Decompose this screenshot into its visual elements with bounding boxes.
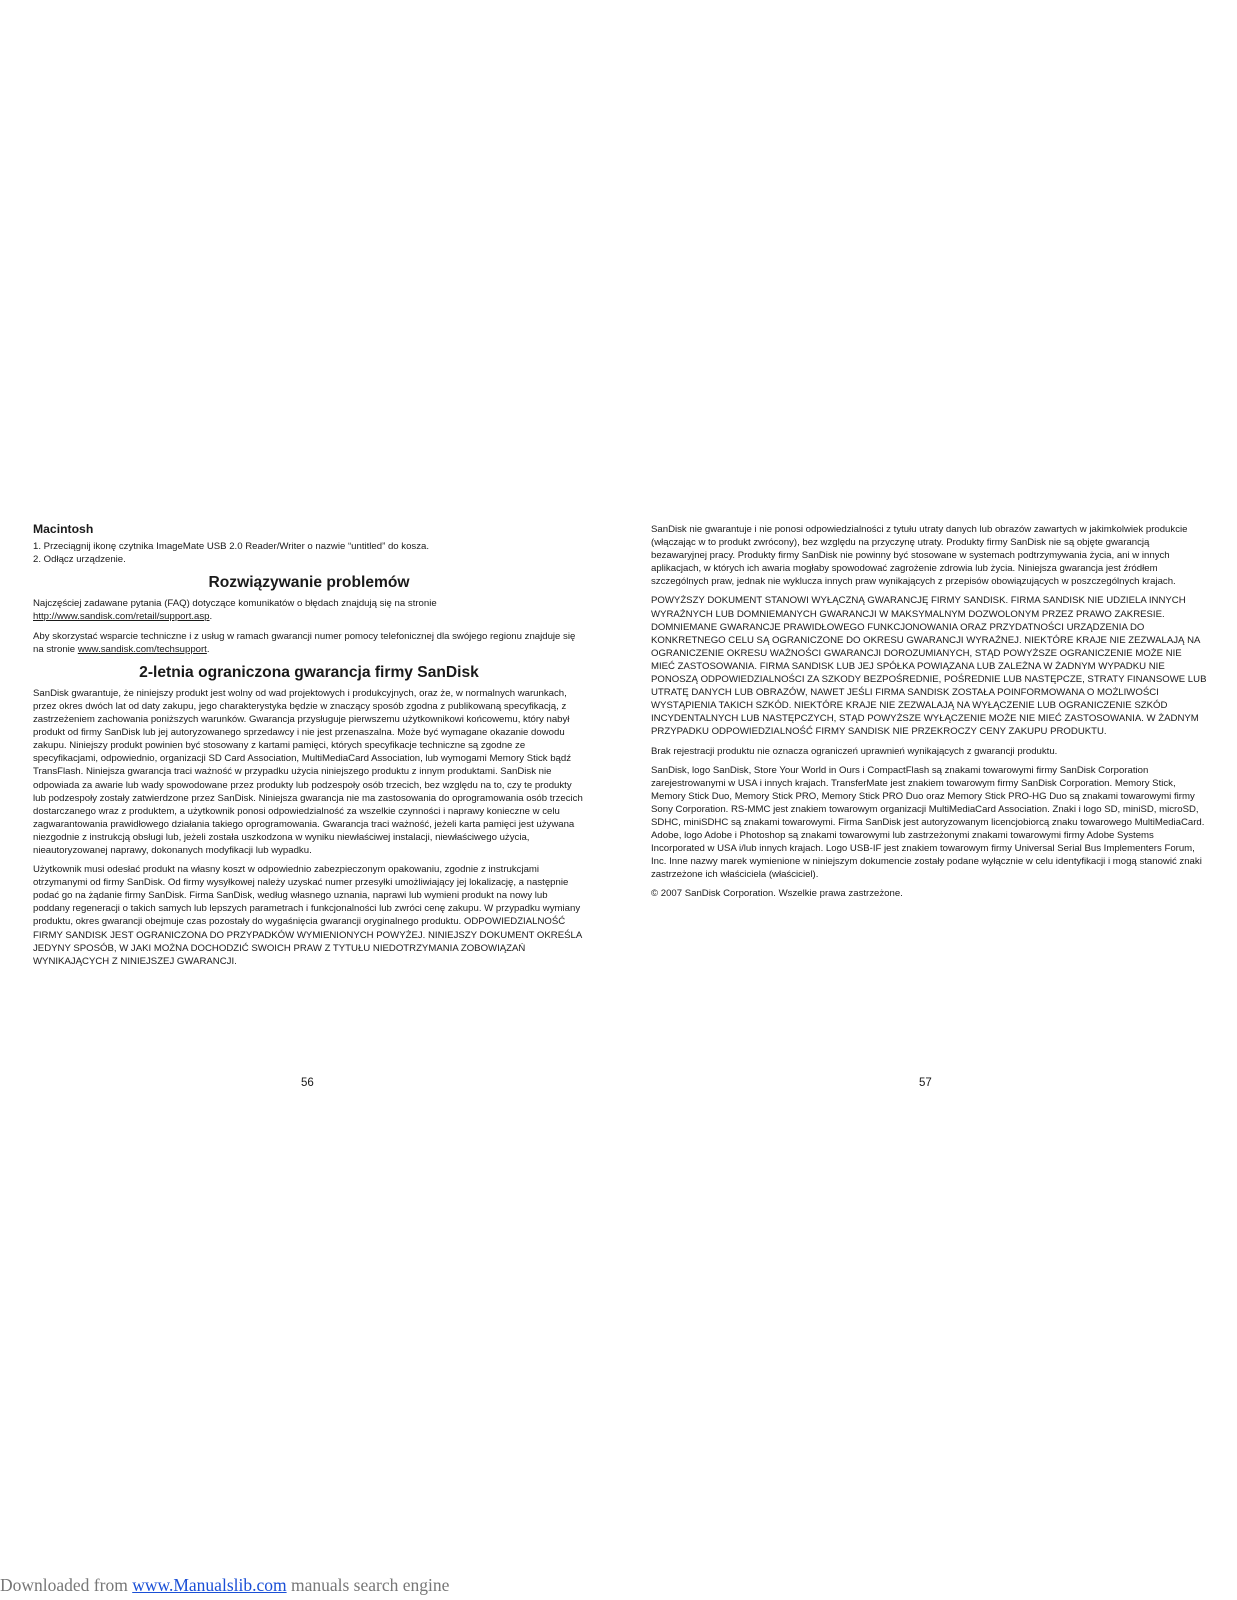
macintosh-steps xyxy=(33,540,585,566)
registration-paragraph: Brak rejestracji produktu nie oznacza ograniczeń uprawnień wynikających z gwarancji produktu. xyxy=(651,745,1058,757)
support-text: Aby skorzystać wsparcie techniczne i z usług w ramach gwarancji numer pomocy telefonicznej dla swójego regionu znajduje się na stronie xyxy=(33,630,576,655)
download-footer xyxy=(0,1575,449,1596)
page-number-right: 57 xyxy=(919,1077,932,1089)
right-column xyxy=(651,523,1207,907)
footer-site-link[interactable]: www.Manualslib.com xyxy=(132,1575,287,1595)
macintosh-step: 2. Odłącz urządzenie. xyxy=(33,554,126,566)
macintosh-heading: Macintosh xyxy=(33,522,94,536)
warranty-heading: 2-letnia ograniczona gwarancja firmy SanDisk xyxy=(139,663,479,681)
liability-paragraph: SanDisk nie gwarantuje i nie ponosi odpowiedzialności z tytułu utraty danych lub obrazów zawartych w jakimkolwiek produkcie (włączając w to produkt zwrócony), bez względu na przyczynę utraty. Produkty firmy SanDisk nie są objęte gwarancją bezawaryjnej pracy. Produkty firmy SanDisk nie powinny być stosowane w systemach podtrzymywania życia, ani w innych aplikacjach, w których ich awaria mogłaby spowodować zagrożenie zdrowia lub życia. Niniejsza gwarancja jest źródłem szczególnych praw, jednak nie wyklucza innych praw wynikających z przepisów obowiązujących w poszczególnych krajach. xyxy=(651,524,1188,588)
right-page xyxy=(651,0,1207,1600)
faq-text: Najczęściej zadawane pytania (FAQ) dotyczące komunikatów o błędach znajdują się na stronie xyxy=(33,598,437,610)
warranty-paragraph-1: SanDisk gwarantuje, że niniejszy produkt jest wolny od wad projektowych i produkcyjnych, oraz że, w normalnych warunkach, przez okres dwóch lat od daty zakupu, jego charakterystyka będzie w znaczący sposób zgodna z publikowaną specyfikacją, z zastrzeżeniem zachowania poniższych warunków. Gwarancja przysługuje pierwszemu użytkownikowi końcowemu, który nabył produkt od firmy SanDisk lub jej autoryzowanego sprzedawcy i nie jest przenaszalna. Może być wymagane okazanie dowodu zakupu. Niniejszy produkt powinien być stosowany z kartami pamięci, których specyfikacje techniczne są zgodne ze specyfikacjami, odpowiednio, organizacji SD Card Association, MultiMediaCard Association, lub wymogami Memory Stick bądź TransFlash. Niniejsza gwarancja traci ważność w przypadku użycia niniejszego produktu z innym produktami. SanDisk nie odpowiada za awarie lub wady spowodowane przez produkty lub podzespoły osób trzecich, bez względu na to, czy te produkty lub podzespoły zostały zatwierdzone przez SanDisk. Niniejsza gwarancja nie ma zastosowania do oprogramowania osób trzecich dostarczanego wraz z produktem, a użytkownik ponosi odpowiedzialność za wszelkie czynności i naprawy konieczne w celu zagwarantowania prawidłowego działania takiego oprogramowania. Gwarancja traci ważność, jeżeli karta pamięci jest używana niezgodnie z instrukcją obsługi lub, jeżeli została uszkodzona w wyniku niewłaściwej instalacji, niewłaściwego użycia, nieautoryzowanej naprawy, dokonanych modyfikacji lub wypadku. xyxy=(33,687,583,856)
left-column xyxy=(33,523,585,974)
support-end: . xyxy=(206,643,210,655)
footer-prefix: Downloaded from xyxy=(0,1575,133,1595)
support-paragraph xyxy=(33,630,585,656)
faq-link[interactable]: http://www.sandisk.com/retail/support.asp xyxy=(33,611,210,623)
macintosh-step: 1. Przeciągnij ikonę czytnika ImageMate USB 2.0 Reader/Writer o nazwie “untitled” do kosza. xyxy=(33,541,430,553)
faq-paragraph xyxy=(33,597,585,623)
left-page xyxy=(33,0,585,1600)
copyright-notice: © 2007 SanDisk Corporation. Wszelkie prawa zastrzeżone. xyxy=(651,888,903,900)
disclaimer-paragraph: POWYŻSZY DOKUMENT STANOWI WYŁĄCZNĄ GWARANCJĘ FIRMY SANDISK. FIRMA SANDISK NIE UDZIELA INNYCH WYRAŹNYCH LUB DOMNIEMANYCH GWARANCJI W MAKSYMALNYM DOZWOLONYM PRZEZ PRAWO ZAKRESIE. DOMNIEMANE GWARANCJE PRAWIDŁOWEGO FUNKCJONOWANIA ORAZ PRZYDATNOŚCI URZĄDZENIA DO KONKRETNEGO CELU SĄ OGRANICZONE DO OKRESU GWARANCJI WYRAŹNEJ. NIEKTÓRE KRAJE NIE ZEZWALAJĄ NA OGRANICZENIE OKRESU WAŻNOŚCI GWARANCJI DOROZUMIANYCH, STĄD POWYŻSZE OGRANICZENIE MOŻE NIE MIEĆ ZASTOSOWANIA. FIRMA SANDISK LUB JEJ SPÓŁKA POWIĄZANA LUB ZALEŻNA W ŻADNYM WYPADKU NIE PONOSZĄ ODPOWIEDZIALNOŚCI ZA SZKODY BEZPOŚREDNIE, POŚREDNIE LUB NASTĘPCZE, STRATY FINANSOWE LUB UTRATĘ DANYCH LUB OBRAZÓW, NAWET JEŚLI FIRMA SANDISK ZOSTAŁA POINFORMOWANA O MOŻLIWOŚCI WYSTĄPIENIA TAKICH SZKÓD. NIEKTÓRE KRAJE NIE ZEZWALAJĄ NA WYŁĄCZENIE LUB OGRANICZENIE SZKÓD INCYDENTALNYCH LUB NASTĘPCZYCH, STĄD POWYŻSZE WYŁĄCZENIE MOŻE NIE MIEĆ ZASTOSOWANIA. W ŻADNYM PRZYPADKU ODPOWIEDZIALNOŚĆ FIRMY SANDISK NIE PRZEKROCZY CENY ZAKUPU PRODUKTU. xyxy=(651,595,1207,738)
trademarks-paragraph: SanDisk, logo SanDisk, Store Your World in Ours i CompactFlash są znakami towarowymi firmy SanDisk Corporation zarejestrowanymi w USA i innych krajach. TransferMate jest znakiem towarowym firmy SanDisk Corporation. Memory Stick, Memory Stick Duo, Memory Stick PRO, Memory Stick PRO Duo oraz Memory Stick PRO-HG Duo są znakami towarowymi firmy Sony Corporation. RS-MMC jest znakiem towarowym organizacji MultiMediaCard Association. Znaki i logo SD, miniSD, microSD, SDHC, miniSDHC są znakami towarowymi. Firma SanDisk jest autoryzowanym licencjobiorcą znaku towarowego MultiMediaCard. Adobe, logo Adobe i Photoshop są znakami towarowymi lub zastrzeżonymi znakami towarowymi firmy Adobe Systems Incorporated w USA i/lub innych krajach. Logo USB-IF jest znakiem towarowym firmy Universal Serial Bus Implementers Forum, Inc. Inne nazwy marek wymienione w niniejszym dokumencie zostały podane wyłącznie w celu identyfikacji i mogą stanowić znaki zastrzeżone ich właściciela (właściciel). xyxy=(651,764,1205,881)
page-number-left: 56 xyxy=(301,1077,314,1089)
support-link[interactable]: www.sandisk.com/techsupport xyxy=(77,643,207,655)
footer-suffix: manuals search engine xyxy=(286,1575,450,1595)
troubleshooting-heading: Rozwiązywanie problemów xyxy=(208,574,410,592)
warranty-paragraph-2: Użytkownik musi odesłać produkt na własny koszt w odpowiednio zabezpieczonym opakowaniu, zgodnie z instrukcjami otrzymanymi od firmy SanDisk. Od firmy wysyłkowej należy uzyskać numer przesyłki umożliwiający jej lokalizację, a następnie podać go na żądanie firmy SanDisk. Firma SanDisk, według własnego uznania, naprawi lub wymieni produkt na nowy lub poddany regeneracji o takich samych lub lepszych parametrach i funkcjonalności lub zwróci cenę zakupu. W przypadku wymiany produktu, okres gwarancji obejmuje czas pozostały do wygaśnięcia gwarancji oryginalnego produktu. ODPOWIEDZIALNOŚĆ FIRMY SANDISK JEST OGRANICZONA DO PRZYPADKÓW WYMIENIONYCH POWYŻEJ. NINIEJSZY DOKUMENT OKREŚLA JEDYNY SPOSÓB, W JAKI MOŻNA DOCHODZIĆ SWOICH PRAW Z TYTUŁU NIEDOTRZYMANIA ZOBOWIĄZAŃ WYNIKAJĄCYCH Z NINIEJSZEJ GWARANCJI. xyxy=(33,864,582,967)
faq-end: . xyxy=(209,611,213,623)
